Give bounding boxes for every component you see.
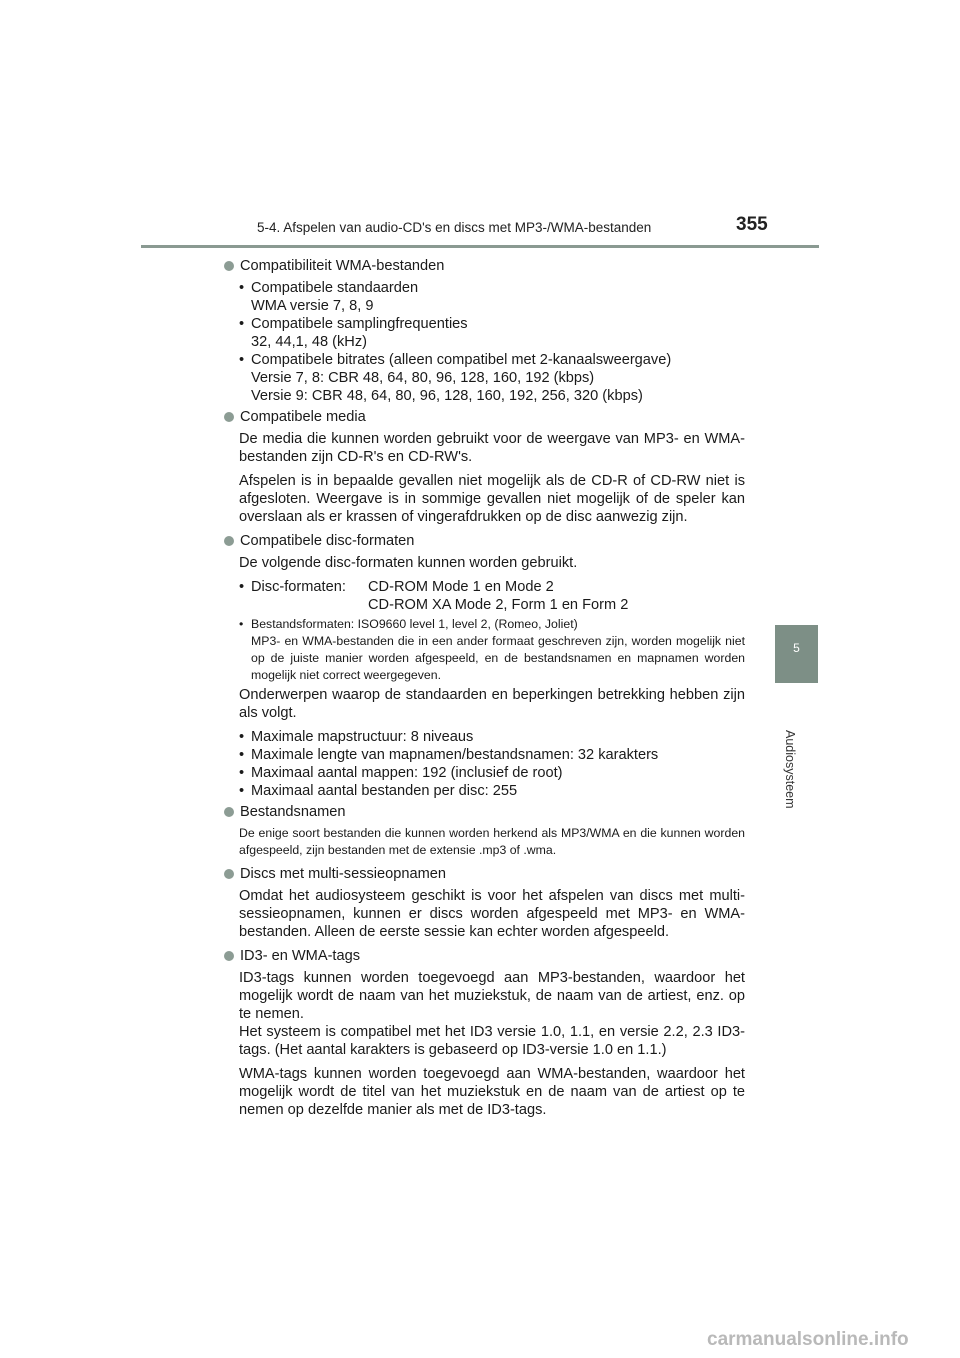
item-label: Compatibele bitrates (alleen compatibel met 2-kanaalsweergave) [251,352,672,368]
paragraph: Omdat het audiosysteem geschikt is voor het afspelen van discs met multi-sessieopnamen, kunnen er discs worden afgespeeld met MP3- en WMA-bestanden. Alleen de eerste sessie kan echter worden afgespeeld. [239,888,745,940]
list-item: • Maximale mapstructuur: 8 niveaus [239,728,745,746]
bullet-dot-icon [224,412,234,422]
list-item [239,315,745,351]
header-divider [141,245,819,248]
section-heading-tags [223,947,745,965]
chapter-label: Audiosysteem [783,730,797,809]
section-heading-multisession [223,865,745,883]
bullet-dot-icon [224,261,234,271]
section-heading-media [223,408,745,426]
chapter-number: 5 [793,641,800,655]
page-content [223,254,745,1125]
paragraph: De volgende disc-formaten kunnen worden gebruikt. [239,555,578,571]
item-detail: WMA versie 7, 8, 9 [251,298,374,314]
list-item [239,578,745,614]
item-detail: Versie 7, 8: CBR 48, 64, 80, 96, 128, 160, 192 (kbps) [251,370,595,386]
disc-format-label: • Disc-formaten: [251,579,346,595]
page-number: 355 [736,214,768,235]
disc-format-value: CD-ROM XA Mode 2, Form 1 en Form 2 [368,597,629,613]
paragraph: ID3-tags kunnen worden toegevoegd aan MP3-bestanden, waardoor het mogelijk wordt de naam van het muziekstuk, de naam van de artiest, enz. op te nemen. [239,970,745,1022]
media-block [223,430,745,526]
disc-format-table [251,578,628,614]
heading-text: Compatibele media [240,409,366,425]
list-item: • Maximaal aantal mappen: 192 (inclusief de root) [239,764,745,782]
section-heading-formats [223,532,745,550]
disc-format-value: CD-ROM Mode 1 en Mode 2 [368,579,554,595]
paragraph: Het systeem is compatibel met het ID3 versie 1.0, 1.1, en versie 2.2, 2.3 ID3-tags. (Het aantal karakters is gebaseerd op ID3-versie 1.0 en 1.1.) [239,1024,745,1058]
list-item: • Maximale lengte van mapnamen/bestandsnamen: 32 karakters [239,746,745,764]
list-item [239,616,745,684]
chapter-tab [775,625,818,683]
file-format-text: Bestandsformaten: ISO9660 level 1, level 2, (Romeo, Joliet) [251,617,578,631]
tags-block [223,969,745,1119]
item-detail: 32, 44,1, 48 (kHz) [251,334,367,350]
paragraph: WMA-tags kunnen worden toegevoegd aan WMA-bestanden, waardoor het mogelijk wordt de titel van het muziekstuk en de naam van de artiest op te nemen op dezelfde manier als met de ID3-tags. [239,1066,745,1118]
bullet-dot-icon [224,807,234,817]
file-format-note: MP3- en WMA-bestanden die in een ander formaat geschreven zijn, worden mogelijk niet op de juiste manier worden afgespeeld, en de bestandsnamen en mapnamen worden mogelijk niet correct weergegeven. [251,634,745,682]
limits-list [239,728,745,800]
section-heading-wma [223,257,745,275]
multisession-block [223,887,745,941]
bullet-dot-icon [224,869,234,879]
paragraph: De media die kunnen worden gebruikt voor de weergave van MP3- en WMA-bestanden zijn CD-R's en CD-RW's. [239,431,745,465]
paragraph: Onderwerpen waarop de standaarden en beperkingen betrekking hebben zijn als volgt. [239,687,745,721]
heading-text: Compatibele disc-formaten [240,533,415,549]
wma-block [223,279,745,405]
bullet-dot-icon [224,536,234,546]
heading-text: Compatibiliteit WMA-bestanden [240,258,445,274]
filenames-block [223,825,745,859]
heading-text: Discs met multi-sessieopnamen [240,866,447,882]
wma-list [239,279,745,405]
item-detail: Versie 9: CBR 48, 64, 80, 96, 128, 160, 192, 256, 320 (kbps) [251,388,643,404]
section-heading-filenames [223,803,745,821]
list-item [239,279,745,315]
heading-text: Bestandsnamen [240,804,346,820]
paragraph: Afspelen is in bepaalde gevallen niet mogelijk als de CD-R of CD-RW niet is afgesloten. Weergave is in sommige gevallen niet mogelijk of de speler kan overslaan als er krassen of vingerafdrukken op de disc aanwezig zijn. [239,473,745,525]
item-label: Compatibele samplingfrequenties [251,316,468,332]
paragraph: De enige soort bestanden die kunnen worden herkend als MP3/WMA en die kunnen worden afgespeeld, zijn bestanden met de extensie .mp3 of .wma. [239,826,745,857]
list-item [239,351,745,405]
section-title: 5-4. Afspelen van audio-CD's en discs met MP3-/WMA-bestanden [257,220,652,235]
list-item: • Maximaal aantal bestanden per disc: 255 [239,782,745,800]
watermark-text: carmanualsonline.info [707,1329,909,1350]
bullet-dot-icon [224,951,234,961]
heading-text: ID3- en WMA-tags [240,948,361,964]
item-label: Compatibele standaarden [251,280,419,296]
formats-block [223,554,745,800]
